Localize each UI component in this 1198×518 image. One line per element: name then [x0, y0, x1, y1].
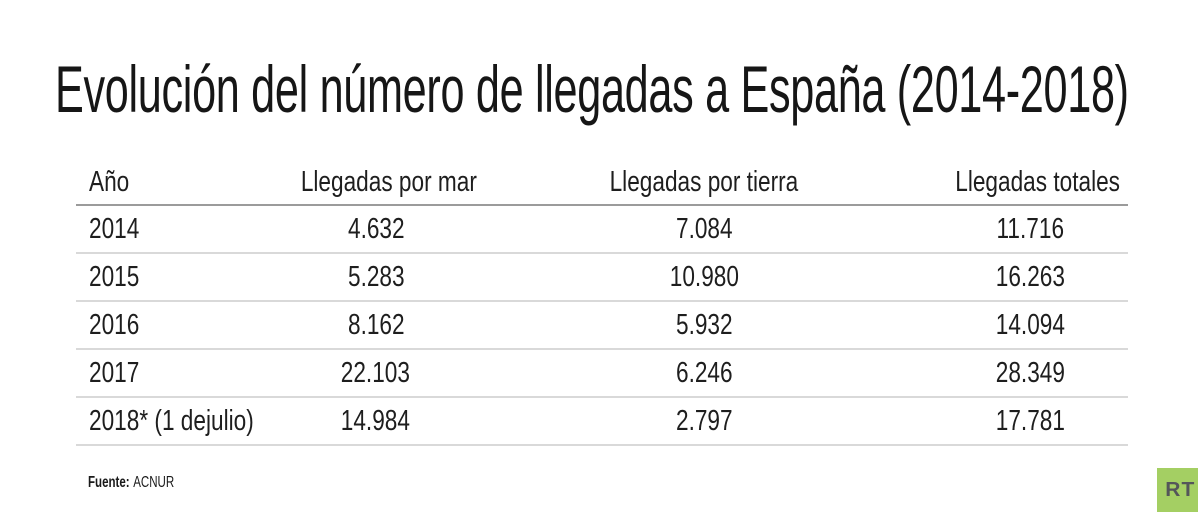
cell-total: 14.094 — [995, 308, 1065, 341]
cell-year: 2015 — [89, 260, 140, 293]
column-header-sea-arrivals: Llegadas por mar — [300, 165, 477, 198]
column-header-year: Año — [89, 165, 130, 198]
cell-total: 17.781 — [995, 404, 1065, 437]
table-row-2017 — [76, 350, 1128, 398]
source-value: ACNUR — [133, 474, 175, 491]
source-note — [88, 474, 208, 492]
rt-logo — [1157, 468, 1198, 512]
table-header-row — [76, 160, 1128, 206]
page-title — [55, 50, 1198, 129]
cell-land: 5.932 — [675, 308, 733, 341]
source-label: Fuente: — [88, 474, 130, 491]
cell-land: 2.797 — [675, 404, 733, 437]
column-header-total-arrivals: Llegadas totales — [955, 165, 1121, 198]
cell-land: 6.246 — [675, 356, 733, 389]
cell-year: 2018* (1 dejulio) — [89, 404, 254, 437]
table-row-2015 — [76, 254, 1128, 302]
cell-year: 2017 — [89, 356, 140, 389]
cell-sea: 4.632 — [347, 212, 405, 245]
cell-total: 11.716 — [996, 212, 1064, 245]
page-title-text: Evolución del número de llegadas a España (2014-2018) — [55, 52, 1129, 126]
table-row-2018 — [76, 398, 1128, 446]
cell-sea: 8.162 — [347, 308, 405, 341]
cell-sea: 22.103 — [341, 356, 411, 389]
cell-total: 16.263 — [995, 260, 1065, 293]
cell-land: 10.980 — [669, 260, 739, 293]
cell-sea: 5.283 — [347, 260, 405, 293]
column-header-land-arrivals: Llegadas por tierra — [609, 165, 799, 198]
cell-year: 2016 — [89, 308, 140, 341]
cell-sea: 14.984 — [341, 404, 411, 437]
table-row-2014 — [76, 206, 1128, 254]
table-row-2016 — [76, 302, 1128, 350]
arrivals-table — [76, 160, 1128, 446]
cell-year: 2014 — [89, 212, 140, 245]
cell-total: 28.349 — [995, 356, 1065, 389]
cell-land: 7.084 — [675, 212, 733, 245]
rt-logo-text: RT — [1164, 478, 1196, 501]
